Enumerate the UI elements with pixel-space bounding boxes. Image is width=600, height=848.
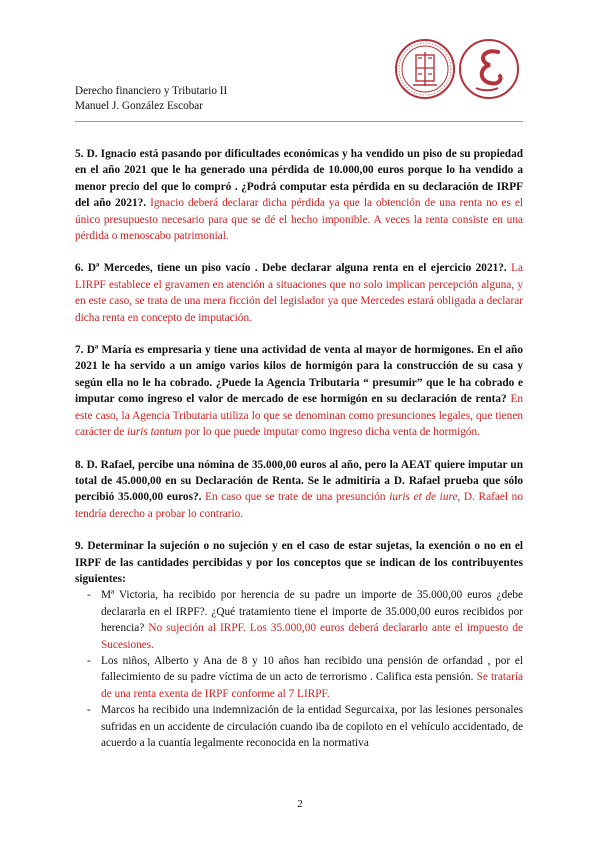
question-6-text: 6. Dª Mercedes, tiene un piso vacío . Debe declarar alguna renta en el ejercicio 2021?. [75, 262, 507, 275]
list-item-text: Marcos ha recibido una indemnización de la entidad Segurcaixa, por las lesiones personales sufridas en un accidente de circulación cuando iba de copiloto en el vehículo accidentado, de acuerdo a la cuantía legalmente reconocida en la normativa [101, 704, 523, 749]
question-5-text: 5. D. Ignacio está pasando por dificultades económicas y ha vendido un piso de su propiedad en el año 2021 que le ha generado una pérdida de 10.000,00 euros porque lo ha vendido a menor precio del que lo compró . ¿Podrá computar esta pérdida en su declaración de IRPF del año 2021?. [75, 148, 523, 210]
answer-7-latin-term: iuris tantum [127, 426, 182, 439]
answer-8-part-a: En caso que se trate de una presunción [201, 491, 390, 504]
author-name: Manuel J. González Escobar [75, 100, 203, 112]
answer-8-part-b: , D. Rafael no tendría derecho a probar lo contrario. [75, 491, 523, 520]
question-7 [75, 342, 523, 440]
answer-7-part-b: por lo que puede imputar como ingreso dicha venta de hormigón. [181, 426, 481, 439]
question-9 [75, 538, 523, 751]
list-item-answer: No sujeción al IRPF. Los 35.000,00 euros deberá declararlo ante el impuesto de Sucesiones. [101, 622, 523, 651]
list-dash: - [87, 654, 91, 667]
list-item-text: Los niños, Alberto y Ana de 8 y 10 años han recibido una pensión de orfandad , por el fallecimiento de su padre víctima de un acto de terrorismo . Califica esta pensión. [101, 654, 523, 684]
list-item [75, 702, 523, 751]
list-item [75, 587, 523, 653]
header-logos [394, 38, 520, 100]
question-9-text: 9. Determinar la sujeción o no sujeción y en el caso de estar sujetas, la exención o no en el IRPF de las cantidades percibidas y por los conceptos que se indican de los contribuyentes siguientes: [75, 540, 523, 585]
faculty-emblem-icon [460, 40, 518, 98]
answer-5: Ignacio deberá declarar dicha pérdida ya que la obtención de una renta no es el único presupuesto necesario para que se dé el hecho imponible. A veces la renta consiste en una pérdida o menoscabo patrimonial. [75, 197, 523, 243]
question-5 [75, 146, 523, 244]
document-header [75, 84, 227, 114]
answer-6: La LIRPF establece el gravamen en atención a situaciones que no solo implican percepción alguna, y en este caso, se trata de una mera ficción del legislador ya que Mercedes estará obligada a declarar dicha renta en concepto de imputación. [75, 262, 523, 324]
question-7-text: 7. Dª María es empresaria y tiene una actividad de venta al mayor de hormigones. En el año 2021 le ha servido a un amigo varios kilos de hormigón para la construcción de su casa y según ella no le ha cobrado. ¿Puede la Agencia Tributaria “ presumir” que le ha cobrado e imputar como ingreso el valor de mercado de ese hormigón en su declaración de renta? [75, 344, 523, 406]
list-item-text: Mª Victoria, ha recibido por herencia de su padre un importe de 35.000,00 euros ¿debe declararla en el IRPF?. ¿Qué tratamiento tiene el importe de 35.000,00 euros recibidos por herencia? [101, 589, 523, 635]
question-6 [75, 260, 523, 326]
university-seal-icon [396, 40, 454, 98]
list-dash: - [87, 589, 91, 602]
question-9-list [75, 587, 523, 751]
list-item-answer: Se trataría de una renta exenta de IRPF conforme al 7 LIRPF. [101, 671, 523, 700]
list-dash: - [87, 704, 91, 717]
header-divider [75, 121, 523, 122]
list-item [75, 653, 523, 702]
document-body [75, 146, 523, 751]
question-8-text: 8. D. Rafael, percibe una nómina de 35.000,00 euros al año, pero la AEAT quiere imputar un total de 45.000,00 en su Declaración de Renta. Se le admitiría a D. Rafael prueba que sólo percibió 35.000,00 euros?. [75, 458, 523, 504]
page-number: 2 [297, 798, 303, 810]
course-title: Derecho financiero y Tributario II [75, 85, 228, 97]
answer-7-part-a: En este caso, la Agencia Tributaria utiliza lo que se denominan como presunciones legales, que tienen carácter de [75, 393, 523, 439]
question-8 [75, 457, 523, 523]
answer-8-latin-term: iuris et de iure [389, 491, 458, 504]
